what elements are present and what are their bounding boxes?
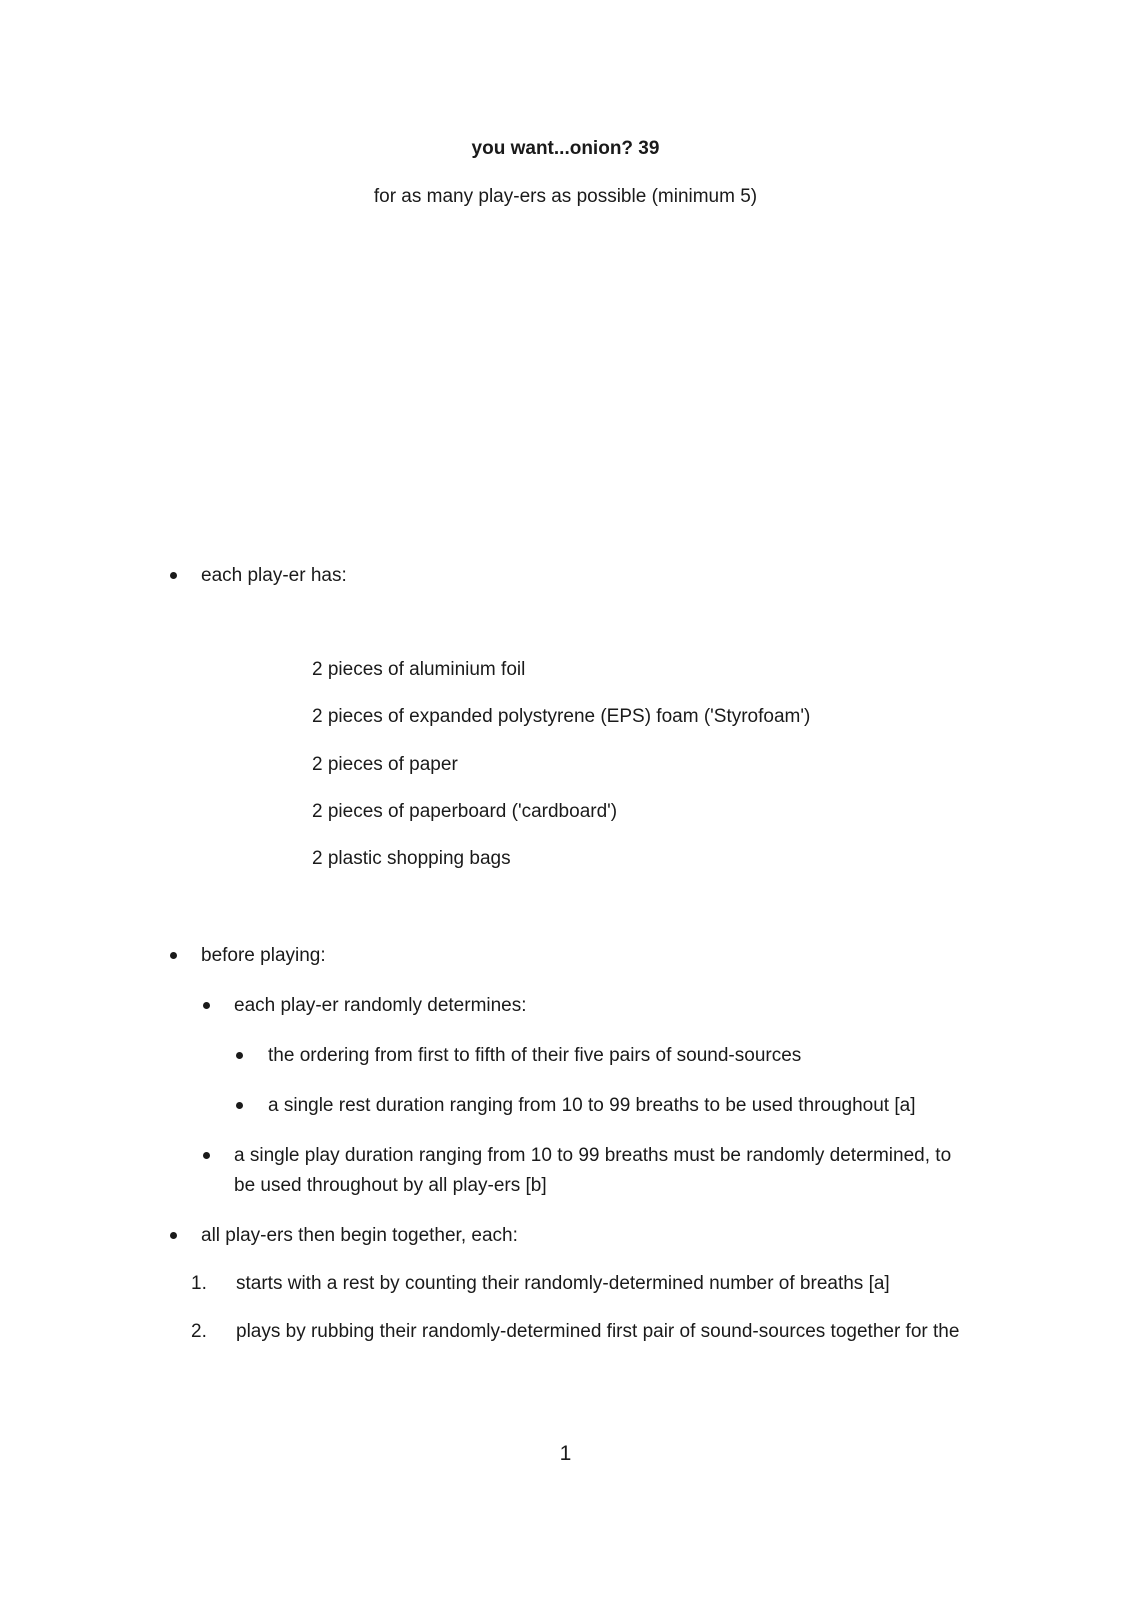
bullet-icon xyxy=(203,1152,210,1159)
bullet-icon xyxy=(236,1052,243,1059)
document-title: you want...onion? 39 xyxy=(471,138,660,159)
list-item: the ordering from first to fifth of their five pairs of sound-sources xyxy=(268,1045,802,1066)
list-item: 2 pieces of paper xyxy=(312,754,458,775)
bullet-icon xyxy=(170,1232,177,1239)
section-before-sub2: a single play duration ranging from 10 to 99 breaths must be randomly determined, to be used throughout by all play-ers [b] xyxy=(234,1145,952,1196)
list-item: 2 pieces of expanded polystyrene (EPS) foam ('Styrofoam') xyxy=(312,706,811,727)
page-number: 1 xyxy=(559,1442,572,1465)
step-text: starts with a rest by counting their randomly-determined number of breaths [a] xyxy=(236,1273,890,1294)
bullet-icon xyxy=(170,952,177,959)
step-text: plays by rubbing their randomly-determined first pair of sound-sources together for the xyxy=(236,1321,960,1342)
step-number: 1. xyxy=(191,1273,207,1294)
section-begin-label: all play-ers then begin together, each: xyxy=(201,1225,518,1246)
section-has-label: each play-er has: xyxy=(201,565,347,586)
bullet-icon xyxy=(236,1102,243,1109)
bullet-icon xyxy=(170,572,177,579)
section-before-sub1: each play-er randomly determines: xyxy=(234,995,527,1016)
document-subtitle: for as many play-ers as possible (minimum 5) xyxy=(373,186,758,207)
list-item: 2 pieces of aluminium foil xyxy=(312,659,526,680)
list-item: a single rest duration ranging from 10 to 99 breaths to be used throughout [a] xyxy=(268,1095,916,1116)
section-before-label: before playing: xyxy=(201,945,326,966)
bullet-icon xyxy=(203,1002,210,1009)
step-number: 2. xyxy=(191,1321,207,1342)
list-item: 2 plastic shopping bags xyxy=(312,848,511,869)
list-item: 2 pieces of paperboard ('cardboard') xyxy=(312,801,618,822)
